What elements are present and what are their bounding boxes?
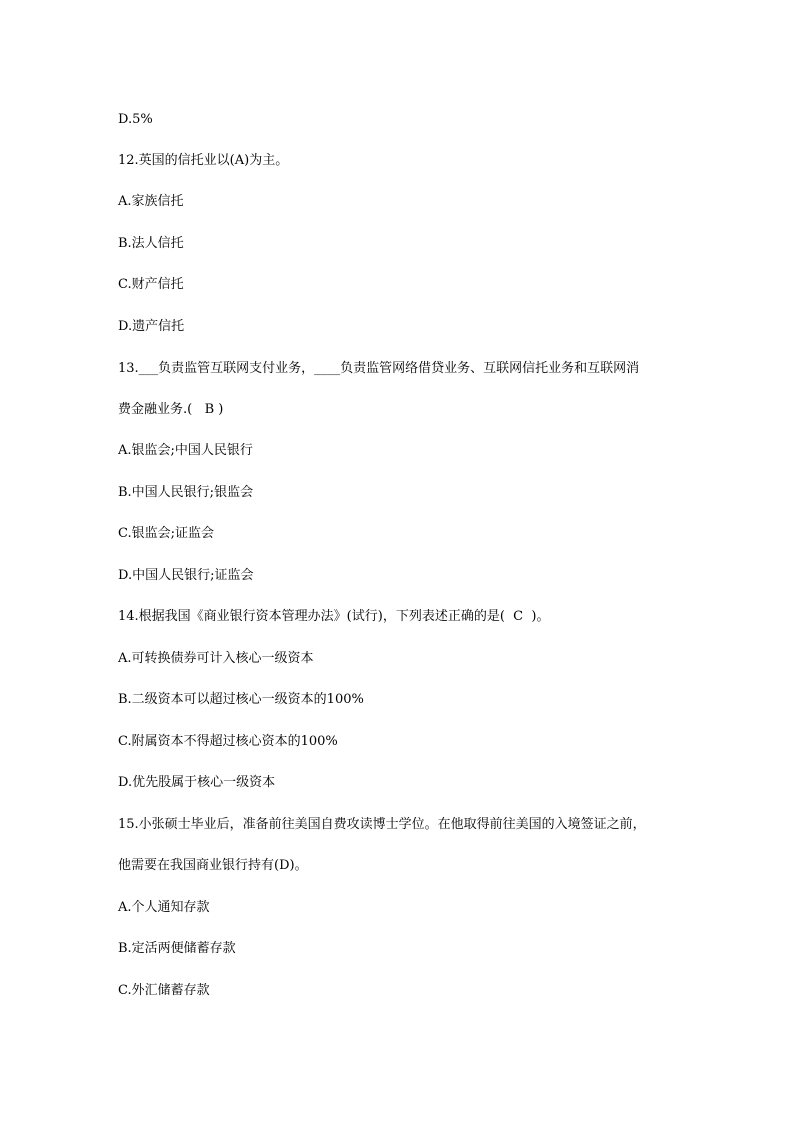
question-12: 12.英国的信托业以(A)为主。 [118, 153, 289, 168]
option-b-q14: B.二级资本可以超过核心一级资本的100% [118, 692, 364, 707]
question-14: 14.根据我国《商业银行资本管理办法》(试行)，下列表述正确的是( C )。 [118, 609, 550, 624]
option-c-q12: C.财产信托 [118, 277, 184, 292]
option-a-q12: A.家族信托 [118, 194, 184, 209]
option-d-q12: D.遗产信托 [118, 319, 185, 334]
option-b-q12: B.法人信托 [118, 236, 184, 251]
option-b-q15: B.定活两便储蓄存款 [118, 941, 236, 956]
question-13-line-2: 费金融业务.( B ) [118, 402, 224, 417]
question-15-line-1: 15.小张硕士毕业后，准备前往美国自费攻读博士学位。在他取得前往美国的入境签证之前， [118, 817, 646, 832]
option-d-q11: D.5% [118, 112, 153, 127]
option-d-q14: D.优先股属于核心一级资本 [118, 775, 276, 790]
option-c-q14: C.附属资本不得超过核心资本的100% [118, 734, 338, 749]
option-c-q13: C.银监会;证监会 [118, 526, 214, 541]
question-15-line-2: 他需要在我国商业银行持有(D)。 [118, 858, 308, 873]
option-b-q13: B.中国人民银行;银监会 [118, 485, 254, 500]
option-a-q15: A.个人通知存款 [118, 900, 210, 915]
option-c-q15: C.外汇储蓄存款 [118, 983, 210, 998]
option-d-q13: D.中国人民银行;证监会 [118, 568, 254, 583]
option-a-q13: A.银监会;中国人民银行 [118, 443, 253, 458]
option-a-q14: A.可转换债券可计入核心一级资本 [118, 651, 314, 666]
question-13-line-1: 13.___负责监管互联网支付业务，____负责监管网络借贷业务、互联网信托业务和互联网消 [118, 361, 640, 376]
